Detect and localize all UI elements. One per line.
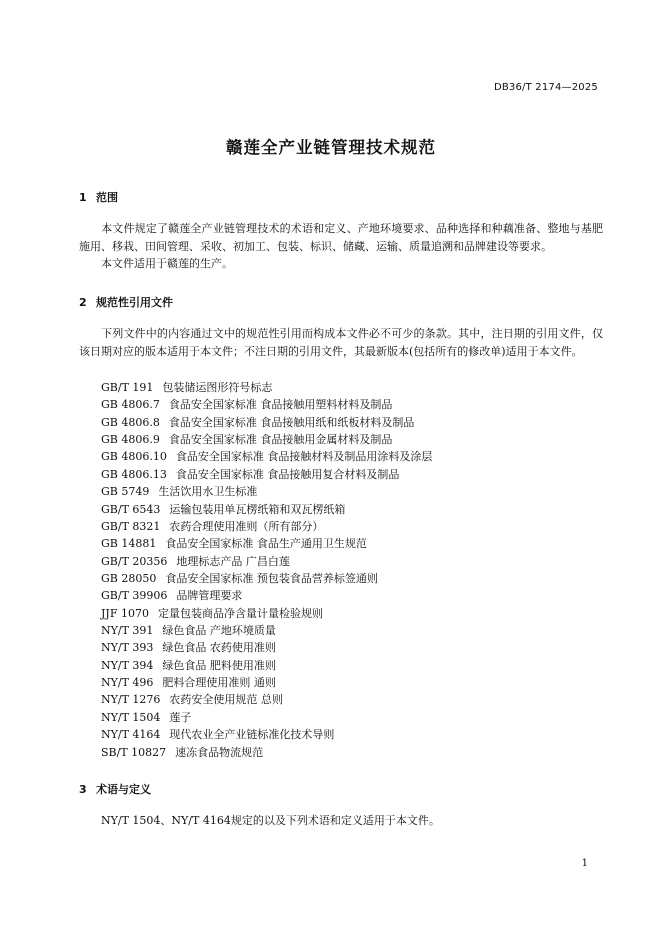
reference-code: NY/T 393: [101, 641, 154, 655]
reference-title: 运输包装用单瓦楞纸箱和双瓦楞纸箱: [169, 502, 346, 516]
reference-code: GB/T 191: [101, 381, 154, 394]
normative-references-list: [101, 379, 432, 761]
scope-paragraph-2: [79, 255, 603, 273]
reference-code: GB 5749: [101, 485, 150, 499]
reference-title: 品牌管理要求: [176, 589, 243, 603]
reference-item: [101, 709, 432, 726]
reference-code: GB 14881: [101, 537, 157, 551]
reference-code: NY/T 391: [101, 624, 154, 638]
reference-item: [101, 605, 432, 622]
reference-code: NY/T 394: [101, 658, 154, 672]
reference-title: 速冻食品物流规范: [175, 745, 264, 759]
reference-item: [101, 657, 432, 674]
reference-item: [101, 396, 432, 413]
reference-code: GB/T 20356: [101, 554, 168, 568]
reference-code: GB 4806.10: [101, 450, 167, 464]
reference-title: 包装储运图形符号标志: [162, 381, 273, 394]
reference-title: 生活饮用水卫生标准: [158, 485, 258, 499]
reference-title: 莲子: [169, 710, 192, 724]
paragraph-text: NY/T 1504、NY/T 4164规定的以及下列术语和定义适用于本文件。: [101, 814, 440, 827]
reference-code: GB/T 8321: [101, 519, 161, 533]
reference-code: SB/T 10827: [101, 745, 167, 759]
reference-item: [101, 535, 432, 552]
reference-code: NY/T 1504: [101, 710, 161, 724]
reference-item: [101, 431, 432, 448]
reference-item: [101, 501, 432, 518]
reference-item: [101, 518, 432, 535]
document-title: 赣莲全产业链管理技术规范: [226, 138, 436, 157]
reference-item: [101, 466, 432, 483]
section-number: 3: [79, 783, 87, 796]
scope-paragraph-1: [79, 220, 603, 255]
reference-title: 食品安全国家标准 食品接触用金属材料及制品: [168, 433, 393, 447]
reference-title: 绿色食品 产地环境质量: [162, 624, 276, 638]
reference-item: [101, 744, 432, 761]
reference-title: 食品安全国家标准 食品接触材料及制品用涂料及涂层: [175, 450, 433, 464]
reference-code: GB 28050: [101, 571, 157, 585]
section-1-heading: [79, 189, 118, 205]
section-title: 规范性引用文件: [96, 296, 173, 309]
standard-code: DB36/T 2174—2025: [493, 82, 598, 93]
reference-code: GB/T 39906: [101, 589, 168, 603]
reference-item: [101, 587, 432, 604]
paragraph-text: 本文件适用于赣莲的生产。: [101, 257, 233, 270]
reference-item: [101, 639, 432, 656]
reference-title: 农药合理使用准则（所有部分）: [169, 519, 324, 533]
reference-title: 绿色食品 肥料使用准则: [162, 658, 276, 672]
reference-item: [101, 448, 432, 465]
section-number: 2: [79, 296, 87, 309]
reference-title: 绿色食品 农药使用准则: [162, 641, 276, 655]
reference-item: [101, 483, 432, 500]
reference-code: NY/T 4164: [101, 728, 161, 742]
reference-item: [101, 553, 432, 570]
reference-title: 地理标志产品 广昌白莲: [176, 554, 290, 568]
reference-code: NY/T 1276: [101, 693, 161, 707]
reference-code: NY/T 496: [101, 676, 154, 690]
references-intro-paragraph: [79, 325, 603, 360]
reference-title: 定量包装商品净含量计量检验规则: [157, 606, 323, 620]
reference-code: GB/T 6543: [101, 502, 161, 516]
reference-title: 食品安全国家标准 预包装食品营养标签通则: [165, 571, 378, 585]
page-number: 1: [581, 858, 588, 869]
reference-title: 肥料合理使用准则 通则: [162, 676, 276, 690]
reference-item: [101, 414, 432, 431]
reference-title: 食品安全国家标准 食品生产通用卫生规范: [165, 537, 367, 551]
reference-code: GB 4806.9: [101, 433, 160, 447]
section-number: 1: [79, 191, 87, 204]
reference-title: 食品安全国家标准 食品接触用纸和纸板材料及制品: [168, 415, 415, 429]
paragraph-text: 下列文件中的内容通过文中的规范性引用而构成本文件必不可少的条款。其中，注日期的引用文件，仅该日期对应的版本适用于本文件；不注日期的引用文件，其最新版本(包括所有的修改单)适用于本文件。: [79, 327, 603, 358]
reference-code: GB 4806.8: [101, 415, 160, 429]
section-2-heading: [79, 294, 173, 310]
reference-code: JJF 1070: [101, 606, 149, 620]
reference-item: [101, 726, 432, 743]
reference-item: [101, 570, 432, 587]
reference-title: 食品安全国家标准 食品接触用复合材料及制品: [175, 467, 400, 481]
reference-item: [101, 674, 432, 691]
reference-item: [101, 622, 432, 639]
reference-title: 食品安全国家标准 食品接触用塑料材料及制品: [168, 398, 393, 412]
reference-title: 农药安全使用规范 总则: [169, 693, 283, 707]
section-title: 术语与定义: [96, 783, 151, 796]
reference-code: GB 4806.13: [101, 467, 167, 481]
reference-item: [101, 691, 432, 708]
section-title: 范围: [96, 191, 118, 204]
reference-title: 现代农业全产业链标准化技术导则: [169, 728, 335, 742]
section-3-heading: [79, 781, 151, 797]
reference-item: [101, 379, 432, 396]
terms-intro-paragraph: [79, 812, 603, 830]
reference-code: GB 4806.7: [101, 398, 160, 412]
paragraph-text: 本文件规定了赣莲全产业链管理技术的术语和定义、产地环境要求、品种选择和种藕准备、整地与基肥施用、移栽、田间管理、采收、初加工、包装、标识、储藏、运输、质量追溯和品牌建设等要求。: [79, 222, 603, 253]
